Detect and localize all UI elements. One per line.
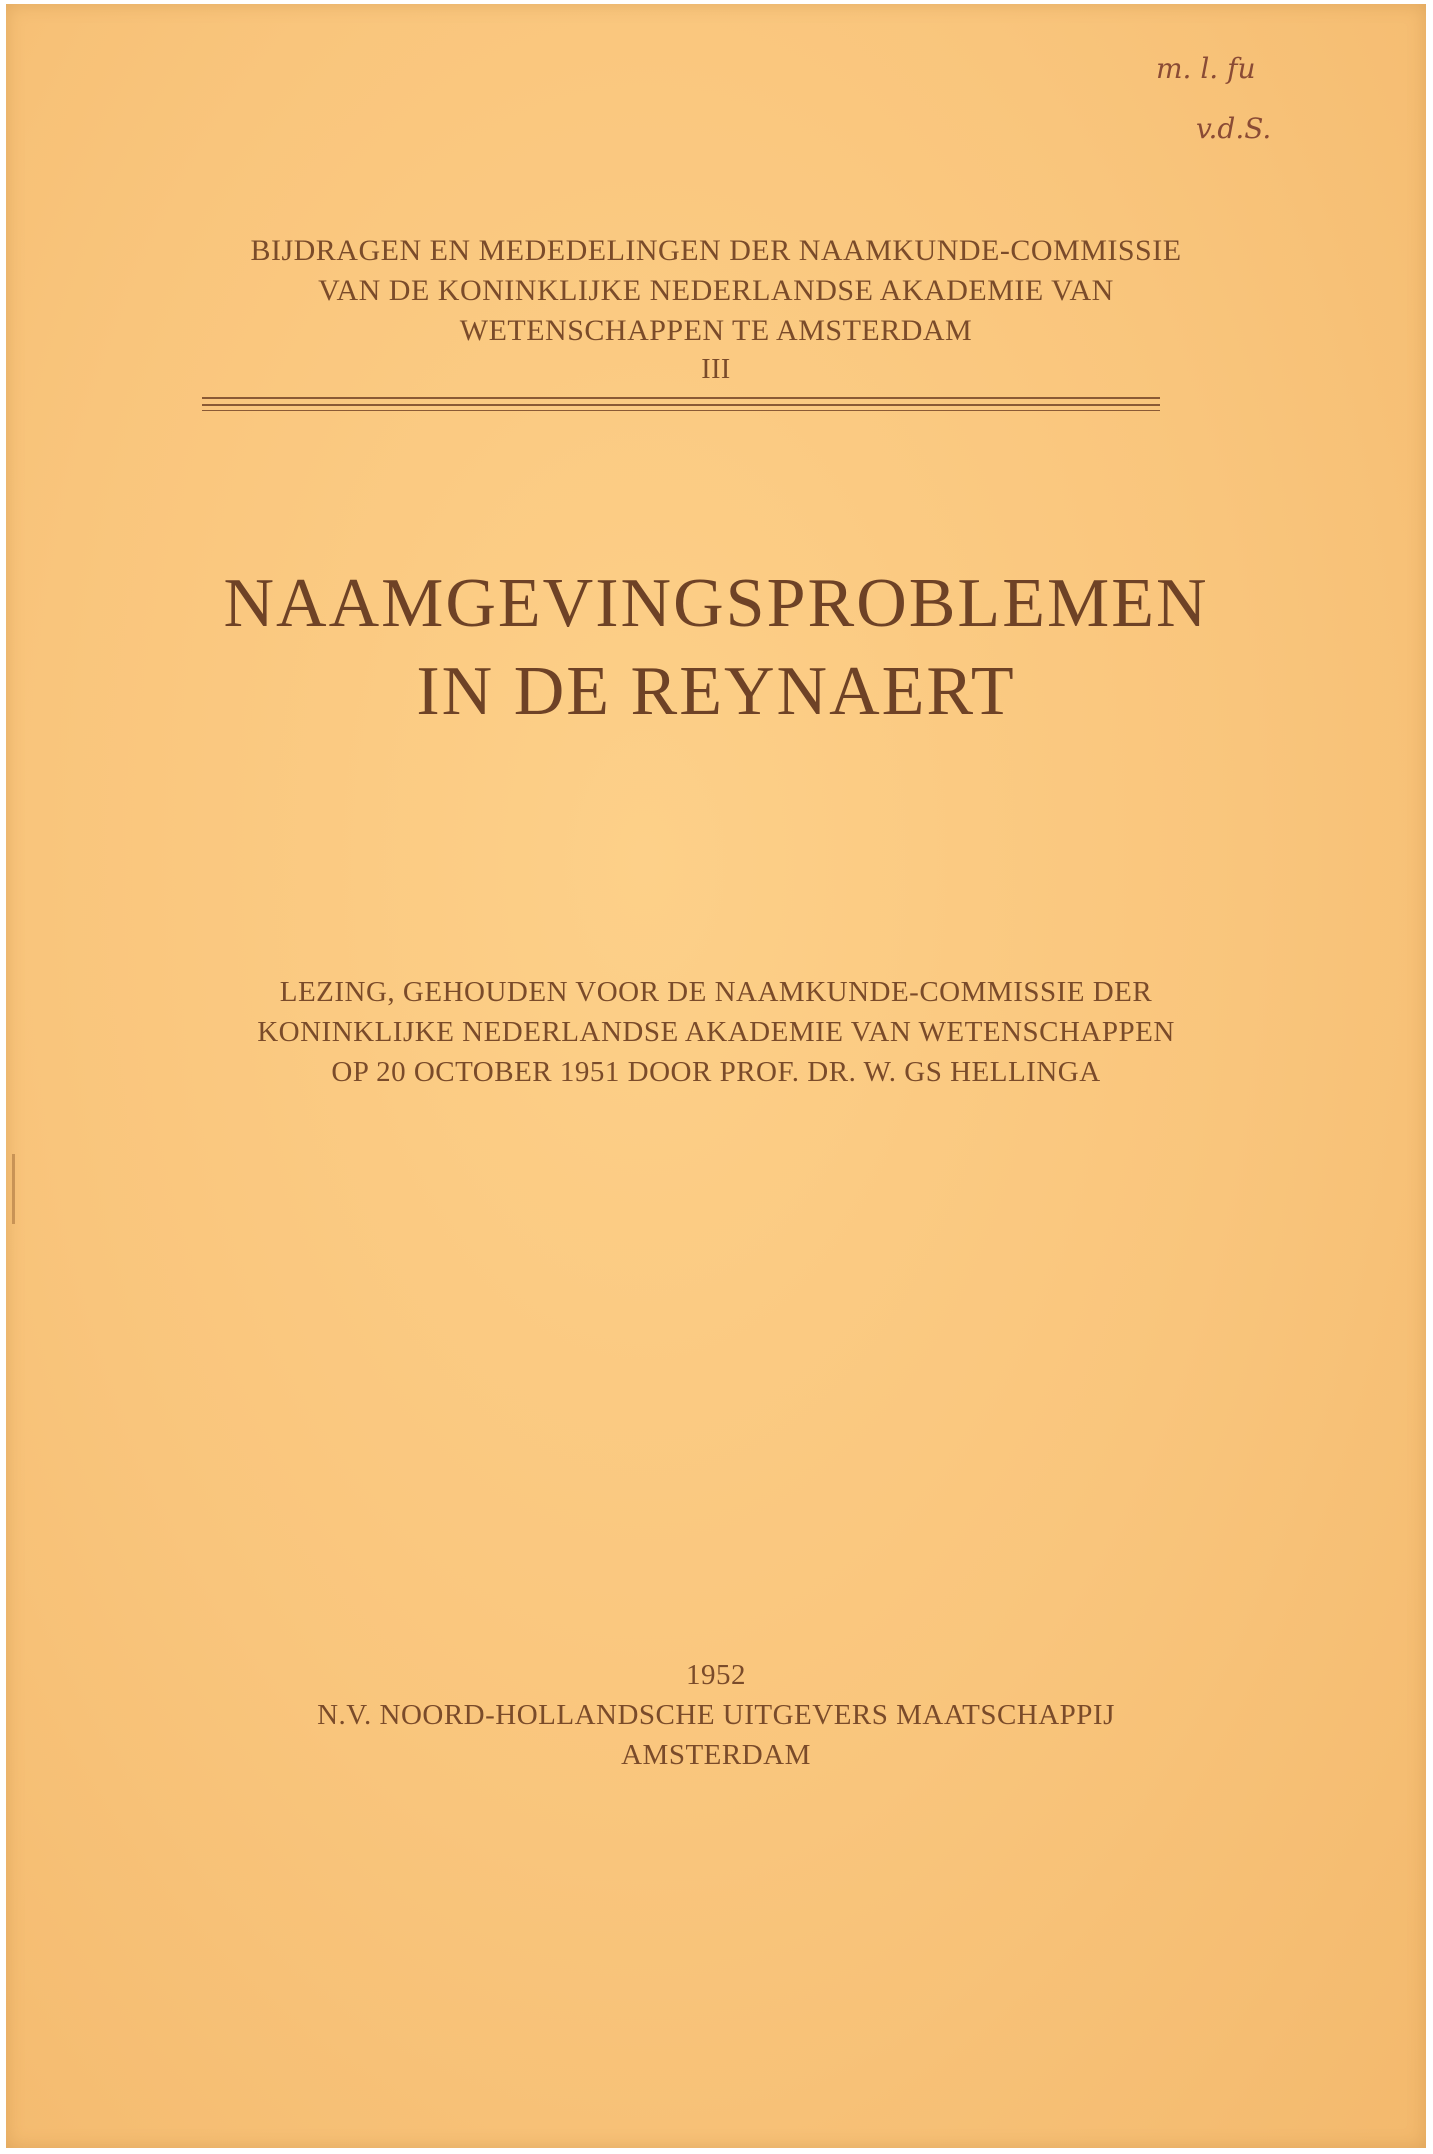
handwritten-note-line1: m. l. fu xyxy=(1156,52,1256,85)
series-header-line3: WETENSCHAPPEN TE AMSTERDAM xyxy=(459,314,973,347)
rule-top xyxy=(202,397,1160,399)
title-line1: NAAMGEVINGSPROBLEMEN xyxy=(223,565,1209,642)
lecture-info-line2: KONINKLIJKE NEDERLANDSE AKADEMIE VAN WETENSCHAPPEN xyxy=(257,1016,1175,1048)
book-cover xyxy=(6,4,1426,2148)
series-header-line1: BIJDRAGEN EN MEDEDELINGEN DER NAAMKUNDE-COMMISSIE xyxy=(250,234,1182,267)
series-header-line2: VAN DE KONINKLIJKE NEDERLANDSE AKADEMIE VAN xyxy=(318,274,1114,307)
volume-number: III xyxy=(701,354,731,385)
publisher-name: N.V. NOORD-HOLLANDSCHE UITGEVERS MAATSCHAPPIJ xyxy=(317,1699,1115,1731)
publication-year: 1952 xyxy=(686,1659,746,1691)
rule-bottom xyxy=(202,410,1160,411)
handwritten-note-line2: v.d.S. xyxy=(1196,112,1272,145)
lecture-info-line1: LEZING, GEHOUDEN VOOR DE NAAMKUNDE-COMMISSIE DER xyxy=(279,976,1153,1008)
publisher-city: AMSTERDAM xyxy=(621,1739,811,1771)
title-line2: IN DE REYNAERT xyxy=(416,653,1016,730)
lecture-info-line3: OP 20 OCTOBER 1951 DOOR PROF. DR. W. GS HELLINGA xyxy=(331,1056,1101,1088)
rule-middle xyxy=(202,404,1160,406)
edge-mark xyxy=(12,1154,15,1224)
